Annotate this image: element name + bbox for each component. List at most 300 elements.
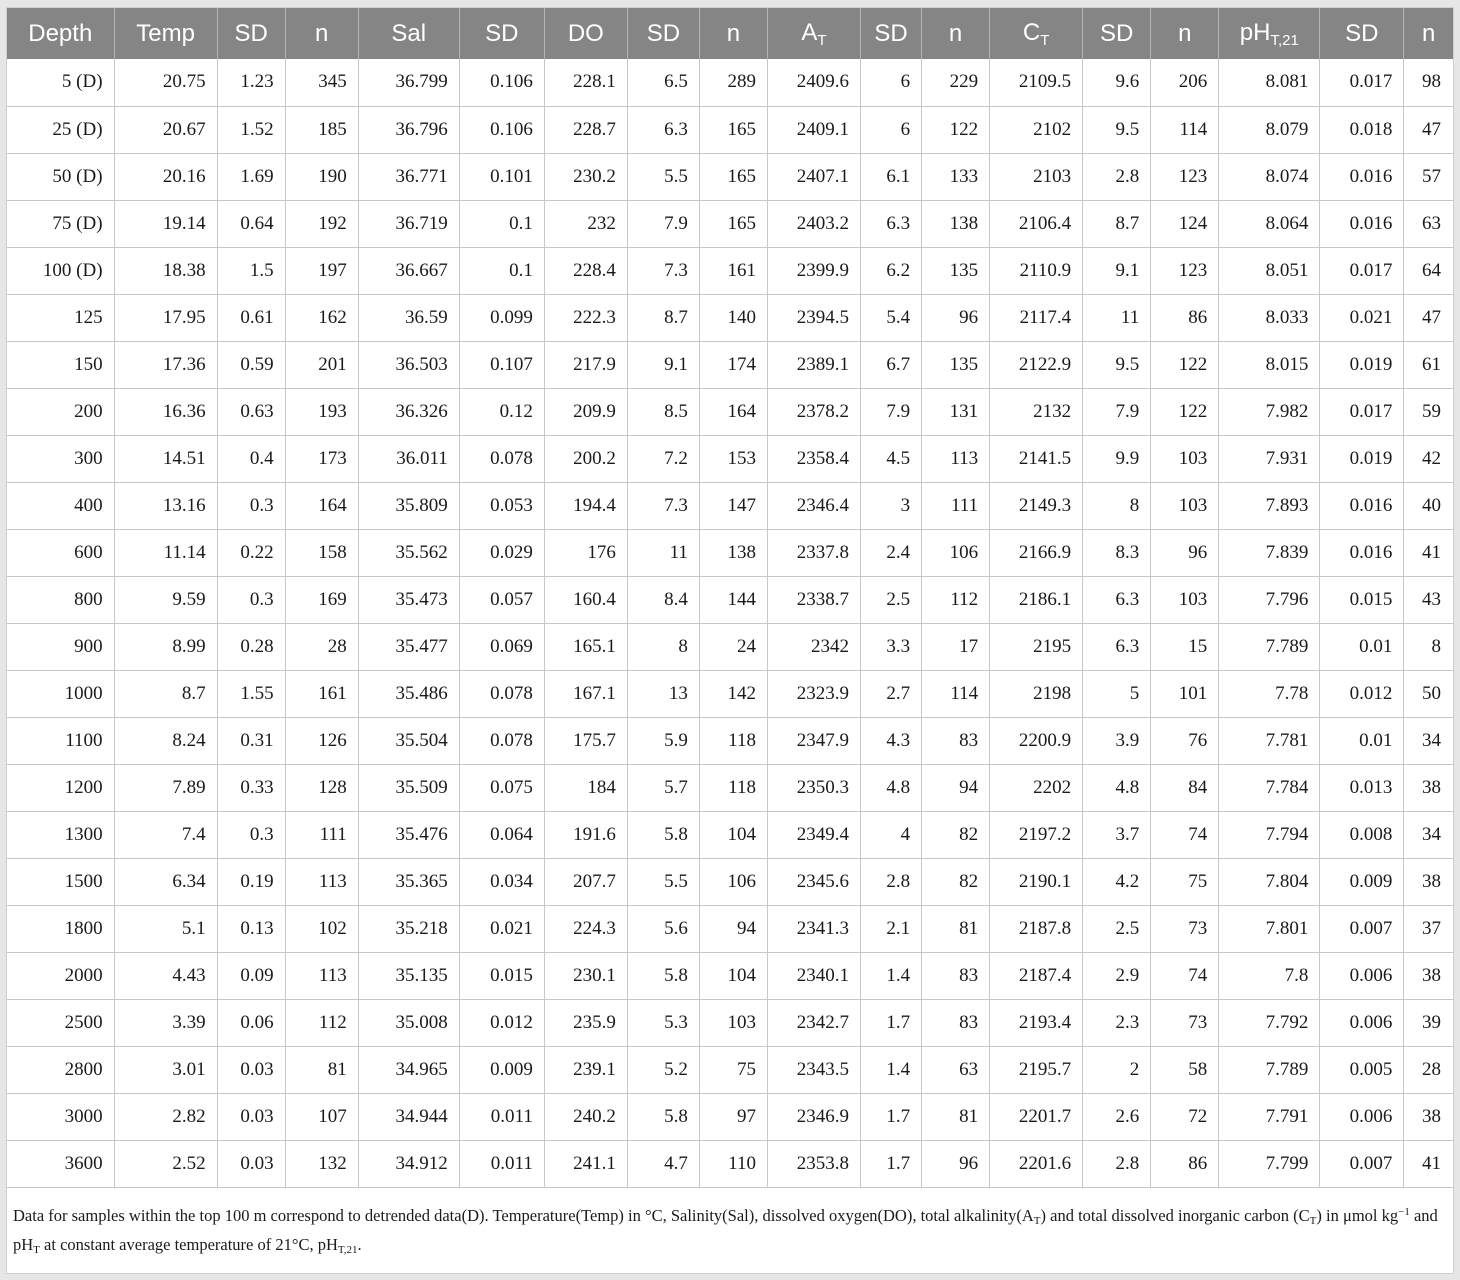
footnote-subscript: T: [1309, 1214, 1317, 1227]
table-row: [7, 435, 1453, 482]
depth-cell: 200: [7, 388, 114, 435]
table-cell: 0.016: [1320, 529, 1404, 576]
footnote-text: at constant average temperature of 21°C, pH: [39, 1234, 338, 1254]
table-cell: 20.67: [114, 106, 217, 153]
table-cell: 63: [1404, 200, 1453, 247]
table-row: [7, 294, 1453, 341]
table-cell: 7.801: [1219, 905, 1320, 952]
table-cell: 5.1: [114, 905, 217, 952]
table-cell: 42: [1404, 435, 1453, 482]
table-cell: 94: [699, 905, 767, 952]
table-cell: 50: [1404, 670, 1453, 717]
table-cell: 34.944: [358, 1093, 459, 1140]
table-cell: 164: [285, 482, 358, 529]
table-cell: 8.081: [1219, 59, 1320, 106]
table-cell: 7.89: [114, 764, 217, 811]
table-cell: 7.791: [1219, 1093, 1320, 1140]
table-cell: 0.03: [217, 1093, 285, 1140]
table-footnote: [7, 1188, 1453, 1262]
table-cell: 135: [922, 247, 990, 294]
table-cell: 124: [1151, 200, 1219, 247]
table-cell: 47: [1404, 106, 1453, 153]
table-cell: 2349.4: [767, 811, 860, 858]
table-cell: 158: [285, 529, 358, 576]
column-header: [217, 8, 285, 59]
table-cell: 138: [922, 200, 990, 247]
table-cell: 165: [699, 153, 767, 200]
table-cell: 4.2: [1083, 858, 1151, 905]
column-header-subscript: T: [1040, 31, 1050, 49]
table-cell: 3.9: [1083, 717, 1151, 764]
table-cell: 0.09: [217, 952, 285, 999]
table-cell: 0.009: [459, 1046, 544, 1093]
table-cell: 7.3: [627, 482, 699, 529]
table-cell: 1.55: [217, 670, 285, 717]
table-cell: 0.029: [459, 529, 544, 576]
table-cell: 0.106: [459, 106, 544, 153]
table-cell: 5.8: [627, 811, 699, 858]
table-cell: 8.064: [1219, 200, 1320, 247]
table-cell: 15: [1151, 623, 1219, 670]
table-cell: 2200.9: [990, 717, 1083, 764]
table-cell: 9.1: [627, 341, 699, 388]
table-cell: 86: [1151, 294, 1219, 341]
table-cell: 2340.1: [767, 952, 860, 999]
table-cell: 7.796: [1219, 576, 1320, 623]
table-cell: 36.796: [358, 106, 459, 153]
table-cell: 135: [922, 341, 990, 388]
table-cell: 153: [699, 435, 767, 482]
column-header-label: SD: [646, 19, 681, 47]
table-cell: 103: [1151, 576, 1219, 623]
table-cell: 8.033: [1219, 294, 1320, 341]
table-cell: 2187.8: [990, 905, 1083, 952]
table-cell: 2353.8: [767, 1140, 860, 1187]
table-cell: 2: [1083, 1046, 1151, 1093]
table-cell: 5.8: [627, 1093, 699, 1140]
table-cell: 2346.9: [767, 1093, 860, 1140]
table-cell: 8.5: [627, 388, 699, 435]
table-cell: 106: [922, 529, 990, 576]
table-cell: 2.9: [1083, 952, 1151, 999]
footnote-text: ) and total dissolved inorganic carbon (C: [1040, 1205, 1310, 1225]
table-cell: 112: [922, 576, 990, 623]
table-body: [7, 59, 1453, 1187]
footnote-text: and pH: [13, 1205, 1438, 1254]
table-cell: 0.053: [459, 482, 544, 529]
depth-cell: 2800: [7, 1046, 114, 1093]
table-cell: 0.013: [1320, 764, 1404, 811]
table-row: [7, 388, 1453, 435]
table-cell: 7.839: [1219, 529, 1320, 576]
table-cell: 34.965: [358, 1046, 459, 1093]
table-cell: 111: [285, 811, 358, 858]
table-cell: 37: [1404, 905, 1453, 952]
table-cell: 1.52: [217, 106, 285, 153]
table-row: [7, 623, 1453, 670]
table-cell: 7.982: [1219, 388, 1320, 435]
table-cell: 103: [699, 999, 767, 1046]
table-cell: 207.7: [544, 858, 627, 905]
table-cell: 2110.9: [990, 247, 1083, 294]
table-cell: 240.2: [544, 1093, 627, 1140]
table-cell: 0.017: [1320, 247, 1404, 294]
table-cell: 0.006: [1320, 1093, 1404, 1140]
depth-cell: 2000: [7, 952, 114, 999]
table-cell: 197: [285, 247, 358, 294]
table-cell: 8.7: [114, 670, 217, 717]
table-cell: 123: [1151, 247, 1219, 294]
table-cell: 6.3: [1083, 623, 1151, 670]
table-cell: 118: [699, 717, 767, 764]
table-cell: 57: [1404, 153, 1453, 200]
column-header: [1083, 8, 1151, 59]
table-cell: 58: [1151, 1046, 1219, 1093]
table-cell: 36.771: [358, 153, 459, 200]
table-cell: 162: [285, 294, 358, 341]
table-cell: 73: [1151, 999, 1219, 1046]
table-cell: 0.01: [1320, 717, 1404, 764]
depth-cell: 1100: [7, 717, 114, 764]
column-header: [1151, 8, 1219, 59]
table-cell: 0.016: [1320, 153, 1404, 200]
table-cell: 34: [1404, 717, 1453, 764]
table-cell: 2403.2: [767, 200, 860, 247]
table-cell: 38: [1404, 952, 1453, 999]
column-header: [922, 8, 990, 59]
column-header-label: C: [1022, 18, 1041, 46]
table-cell: 144: [699, 576, 767, 623]
table-cell: 13: [627, 670, 699, 717]
table-cell: 2.7: [861, 670, 922, 717]
table-cell: 0.3: [217, 482, 285, 529]
depth-cell: 3000: [7, 1093, 114, 1140]
table-cell: 2.8: [1083, 153, 1151, 200]
table-cell: 61: [1404, 341, 1453, 388]
table-cell: 0.057: [459, 576, 544, 623]
table-cell: 0.019: [1320, 435, 1404, 482]
table-row: [7, 200, 1453, 247]
table-cell: 24: [699, 623, 767, 670]
table-cell: 2102: [990, 106, 1083, 153]
table-cell: 224.3: [544, 905, 627, 952]
table-cell: 239.1: [544, 1046, 627, 1093]
table-cell: 35.504: [358, 717, 459, 764]
table-cell: 0.1: [459, 200, 544, 247]
footnote-text: Data for samples within the top 100 m correspond to detrended data(D). Temperature(Temp) in °C, Salinity(Sal), dissolved oxygen(DO), total alkalinity(A: [13, 1205, 1034, 1225]
table-cell: 0.007: [1320, 905, 1404, 952]
column-header: [7, 8, 114, 59]
table-cell: 35.509: [358, 764, 459, 811]
table-cell: 185: [285, 106, 358, 153]
column-header-subscript: T: [817, 31, 827, 49]
table-cell: 0.005: [1320, 1046, 1404, 1093]
table-cell: 2.1: [861, 905, 922, 952]
table-cell: 18.38: [114, 247, 217, 294]
table-cell: 0.008: [1320, 811, 1404, 858]
table-cell: 2201.7: [990, 1093, 1083, 1140]
table-cell: 165.1: [544, 623, 627, 670]
table-cell: 35.809: [358, 482, 459, 529]
table-cell: 0.03: [217, 1140, 285, 1187]
column-header: [459, 8, 544, 59]
table-cell: 4: [861, 811, 922, 858]
table-row: [7, 153, 1453, 200]
table-cell: 75: [699, 1046, 767, 1093]
table-cell: 0.007: [1320, 1140, 1404, 1187]
table-cell: 17: [922, 623, 990, 670]
table-cell: 0.011: [459, 1093, 544, 1140]
table-cell: 36.799: [358, 59, 459, 106]
table-cell: 0.4: [217, 435, 285, 482]
table-cell: 0.19: [217, 858, 285, 905]
table-cell: 6: [861, 106, 922, 153]
column-header: [990, 8, 1083, 59]
table-cell: 8.24: [114, 717, 217, 764]
table-cell: 34: [1404, 811, 1453, 858]
table-cell: 2409.1: [767, 106, 860, 153]
table-cell: 6.7: [861, 341, 922, 388]
data-table: [7, 8, 1453, 1188]
table-cell: 73: [1151, 905, 1219, 952]
table-cell: 96: [922, 294, 990, 341]
table-cell: 7.9: [627, 200, 699, 247]
table-cell: 118: [699, 764, 767, 811]
table-cell: 138: [699, 529, 767, 576]
table-cell: 0.009: [1320, 858, 1404, 905]
table-cell: 9.59: [114, 576, 217, 623]
table-cell: 38: [1404, 764, 1453, 811]
table-cell: 8.7: [1083, 200, 1151, 247]
table-cell: 2201.6: [990, 1140, 1083, 1187]
table-cell: 230.2: [544, 153, 627, 200]
table-cell: 5.8: [627, 952, 699, 999]
table-cell: 206: [1151, 59, 1219, 106]
table-cell: 126: [285, 717, 358, 764]
table-cell: 4.5: [861, 435, 922, 482]
table-cell: 2323.9: [767, 670, 860, 717]
table-cell: 8.7: [627, 294, 699, 341]
table-cell: 5.5: [627, 858, 699, 905]
table-cell: 165: [699, 200, 767, 247]
table-cell: 7.794: [1219, 811, 1320, 858]
table-row: [7, 247, 1453, 294]
table-cell: 114: [1151, 106, 1219, 153]
table-cell: 111: [922, 482, 990, 529]
table-cell: 83: [922, 952, 990, 999]
table-cell: 2195.7: [990, 1046, 1083, 1093]
table-cell: 0.018: [1320, 106, 1404, 153]
depth-cell: 75 (D): [7, 200, 114, 247]
table-cell: 0.101: [459, 153, 544, 200]
table-cell: 74: [1151, 811, 1219, 858]
footnote-text: .: [357, 1234, 362, 1254]
table-row: [7, 999, 1453, 1046]
table-cell: 0.012: [459, 999, 544, 1046]
table-cell: 2394.5: [767, 294, 860, 341]
table-cell: 2347.9: [767, 717, 860, 764]
table-row: [7, 1093, 1453, 1140]
table-cell: 82: [922, 811, 990, 858]
table-cell: 164: [699, 388, 767, 435]
table-cell: 83: [922, 717, 990, 764]
table-cell: 104: [699, 952, 767, 999]
table-cell: 6.5: [627, 59, 699, 106]
table-cell: 81: [922, 905, 990, 952]
table-cell: 8.4: [627, 576, 699, 623]
table-cell: 1.7: [861, 999, 922, 1046]
table-cell: 230.1: [544, 952, 627, 999]
column-header-label: n: [315, 19, 329, 47]
table-cell: 2358.4: [767, 435, 860, 482]
column-header: [767, 8, 860, 59]
table-cell: 2389.1: [767, 341, 860, 388]
table-cell: 0.021: [459, 905, 544, 952]
table-cell: 2.6: [1083, 1093, 1151, 1140]
column-header-label: A: [801, 18, 818, 46]
table-cell: 201: [285, 341, 358, 388]
table-cell: 2195: [990, 623, 1083, 670]
table-cell: 0.06: [217, 999, 285, 1046]
table-cell: 2198: [990, 670, 1083, 717]
table-cell: 6.3: [1083, 576, 1151, 623]
table-cell: 161: [285, 670, 358, 717]
table-cell: 36.011: [358, 435, 459, 482]
table-cell: 1.5: [217, 247, 285, 294]
table-cell: 36.326: [358, 388, 459, 435]
table-cell: 5.5: [627, 153, 699, 200]
table-cell: 2.52: [114, 1140, 217, 1187]
table-cell: 0.33: [217, 764, 285, 811]
table-cell: 2337.8: [767, 529, 860, 576]
table-cell: 84: [1151, 764, 1219, 811]
table-cell: 2186.1: [990, 576, 1083, 623]
table-cell: 0.019: [1320, 341, 1404, 388]
table-row: [7, 482, 1453, 529]
table-cell: 5.4: [861, 294, 922, 341]
table-cell: 7.789: [1219, 1046, 1320, 1093]
table-cell: 101: [1151, 670, 1219, 717]
footnote-subscript: T: [33, 1243, 40, 1256]
table-cell: 86: [1151, 1140, 1219, 1187]
table-cell: 192: [285, 200, 358, 247]
table-cell: 103: [1151, 482, 1219, 529]
table-cell: 81: [285, 1046, 358, 1093]
table-cell: 40: [1404, 482, 1453, 529]
table-cell: 0.13: [217, 905, 285, 952]
table-cell: 7.804: [1219, 858, 1320, 905]
table-cell: 39: [1404, 999, 1453, 1046]
table-cell: 113: [922, 435, 990, 482]
table-cell: 0.28: [217, 623, 285, 670]
table-cell: 76: [1151, 717, 1219, 764]
table-row: [7, 717, 1453, 764]
table-row: [7, 858, 1453, 905]
table-cell: 112: [285, 999, 358, 1046]
table-cell: 0.099: [459, 294, 544, 341]
table-cell: 114: [922, 670, 990, 717]
table-cell: 47: [1404, 294, 1453, 341]
depth-cell: 150: [7, 341, 114, 388]
table-cell: 0.011: [459, 1140, 544, 1187]
table-cell: 0.012: [1320, 670, 1404, 717]
table-cell: 2193.4: [990, 999, 1083, 1046]
table-cell: 0.006: [1320, 999, 1404, 1046]
table-cell: 0.016: [1320, 200, 1404, 247]
table-cell: 2345.6: [767, 858, 860, 905]
table-cell: 167.1: [544, 670, 627, 717]
table-cell: 104: [699, 811, 767, 858]
table-cell: 122: [1151, 388, 1219, 435]
footnote-text: ) in μmol kg: [1316, 1205, 1399, 1225]
table-row: [7, 952, 1453, 999]
table-cell: 0.22: [217, 529, 285, 576]
table-cell: 160.4: [544, 576, 627, 623]
table-cell: 0.64: [217, 200, 285, 247]
table-cell: 83: [922, 999, 990, 1046]
table-cell: 59: [1404, 388, 1453, 435]
table-cell: 228.1: [544, 59, 627, 106]
table-cell: 74: [1151, 952, 1219, 999]
table-cell: 7.9: [1083, 388, 1151, 435]
table-cell: 123: [1151, 153, 1219, 200]
table-cell: 2187.4: [990, 952, 1083, 999]
column-header-label: SD: [485, 19, 519, 47]
depth-cell: 2500: [7, 999, 114, 1046]
column-header-label: Depth: [28, 19, 93, 47]
table-cell: 0.3: [217, 576, 285, 623]
table-cell: 43: [1404, 576, 1453, 623]
table-cell: 194.4: [544, 482, 627, 529]
table-cell: 36.59: [358, 294, 459, 341]
table-cell: 8.99: [114, 623, 217, 670]
table-cell: 35.477: [358, 623, 459, 670]
column-header: [627, 8, 699, 59]
table-cell: 2.8: [861, 858, 922, 905]
table-cell: 229: [922, 59, 990, 106]
depth-cell: 125: [7, 294, 114, 341]
table-cell: 5.7: [627, 764, 699, 811]
table-cell: 20.75: [114, 59, 217, 106]
table-cell: 7.789: [1219, 623, 1320, 670]
table-cell: 2166.9: [990, 529, 1083, 576]
table-cell: 3.01: [114, 1046, 217, 1093]
table-cell: 190: [285, 153, 358, 200]
column-header-label: SD: [1100, 19, 1134, 47]
table-cell: 6.1: [861, 153, 922, 200]
table-cell: 3.3: [861, 623, 922, 670]
table-cell: 35.473: [358, 576, 459, 623]
table-cell: 2.5: [861, 576, 922, 623]
table-cell: 0.59: [217, 341, 285, 388]
table-cell: 193: [285, 388, 358, 435]
table-row: [7, 576, 1453, 623]
table-cell: 28: [1404, 1046, 1453, 1093]
table-cell: 241.1: [544, 1140, 627, 1187]
table-cell: 0.016: [1320, 482, 1404, 529]
table-cell: 147: [699, 482, 767, 529]
column-header: [1219, 8, 1320, 59]
table-cell: 2.4: [861, 529, 922, 576]
table-cell: 2.82: [114, 1093, 217, 1140]
table-cell: 2399.9: [767, 247, 860, 294]
table-row: [7, 106, 1453, 153]
table-cell: 102: [285, 905, 358, 952]
table-cell: 5.9: [627, 717, 699, 764]
table-cell: 6.34: [114, 858, 217, 905]
table-cell: 0.106: [459, 59, 544, 106]
column-header-label: n: [948, 19, 963, 47]
